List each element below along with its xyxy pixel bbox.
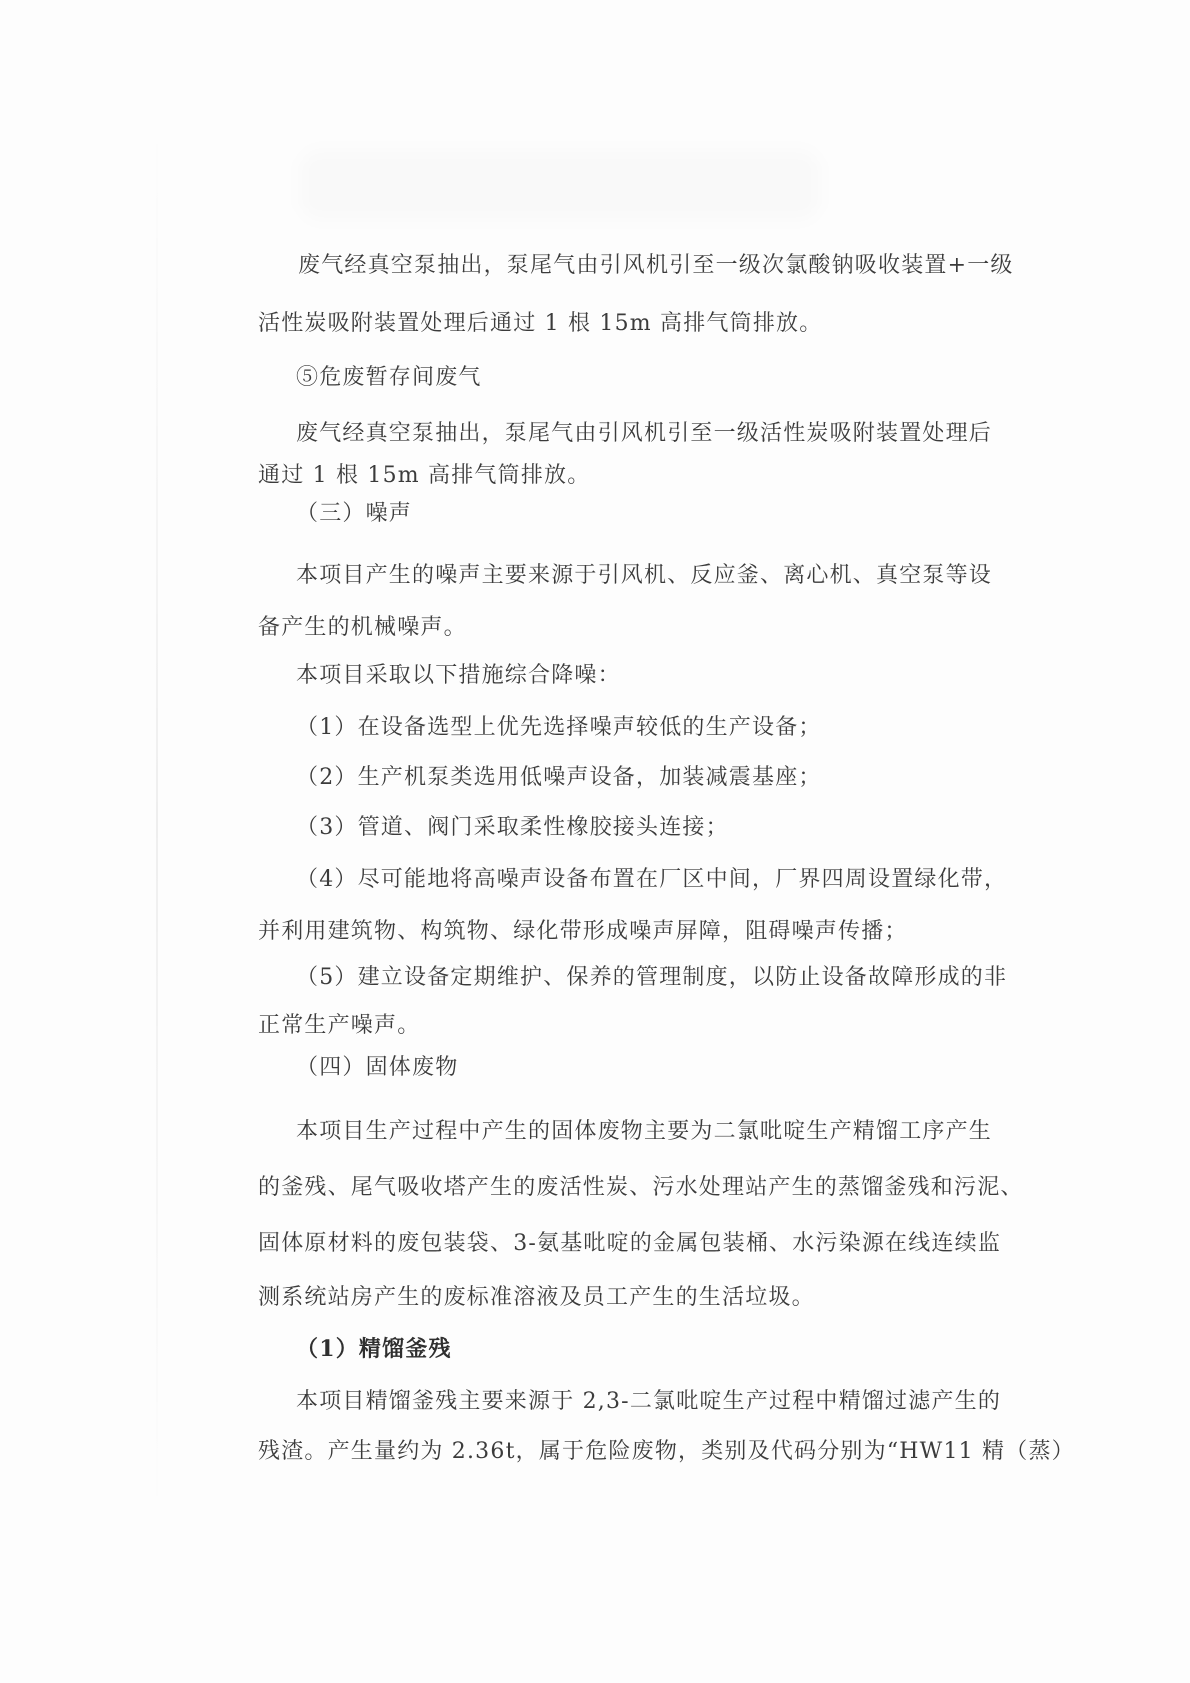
body-line: 废气经真空泵抽出，泵尾气由引风机引至一级活性炭吸附装置处理后 bbox=[296, 421, 993, 446]
body-line: 备产生的机械噪声。 bbox=[258, 615, 467, 640]
body-line: 测系统站房产生的废标准溶液及员工产生的生活垃圾。 bbox=[258, 1285, 815, 1310]
section-heading: （四）固体废物 bbox=[296, 1055, 459, 1080]
list-item: （5）建立设备定期维护、保养的管理制度，以防止设备故障形成的非 bbox=[296, 965, 1008, 990]
subsection-heading: （1）精馏釜残 bbox=[296, 1336, 452, 1362]
list-item-continuation: 并利用建筑物、构筑物、绿化带形成噪声屏障，阻碍噪声传播； bbox=[258, 919, 908, 944]
body-line: 固体原材料的废包装袋、3-氨基吡啶的金属包装桶、水污染源在线连续监 bbox=[258, 1231, 1002, 1256]
body-line: 废气经真空泵抽出，泵尾气由引风机引至一级次氯酸钠吸收装置+一级 bbox=[298, 253, 1014, 278]
body-line: 通过 1 根 15m 高排气筒排放。 bbox=[258, 463, 591, 488]
list-item: （3）管道、阀门采取柔性橡胶接头连接； bbox=[296, 815, 729, 840]
list-item: （2）生产机泵类选用低噪声设备，加装减震基座； bbox=[296, 765, 822, 790]
body-line: 本项目产生的噪声主要来源于引风机、反应釜、离心机、真空泵等设 bbox=[296, 563, 993, 588]
section-heading: （三）噪声 bbox=[296, 501, 413, 526]
list-item: （1）在设备选型上优先选择噪声较低的生产设备； bbox=[296, 715, 822, 740]
subsection-heading: ⑤危废暂存间废气 bbox=[296, 365, 482, 390]
list-item-continuation: 正常生产噪声。 bbox=[258, 1013, 421, 1038]
body-line: 残渣。产生量约为 2.36t，属于危险废物，类别及代码分别为“HW11 精（蒸） bbox=[258, 1439, 1075, 1464]
body-line: 本项目精馏釜残主要来源于 2,3-二氯吡啶生产过程中精馏过滤产生的 bbox=[296, 1389, 1002, 1414]
body-line: 本项目生产过程中产生的固体废物主要为二氯吡啶生产精馏工序产生 bbox=[296, 1119, 993, 1144]
body-line: 本项目采取以下措施综合降噪： bbox=[296, 663, 621, 688]
body-line: 的釜残、尾气吸收塔产生的废活性炭、污水处理站产生的蒸馏釜残和污泥、 bbox=[258, 1175, 1024, 1200]
body-line: 活性炭吸附装置处理后通过 1 根 15m 高排气筒排放。 bbox=[258, 311, 823, 336]
list-item: （4）尽可能地将高噪声设备布置在厂区中间，厂界四周设置绿化带， bbox=[296, 867, 1008, 892]
